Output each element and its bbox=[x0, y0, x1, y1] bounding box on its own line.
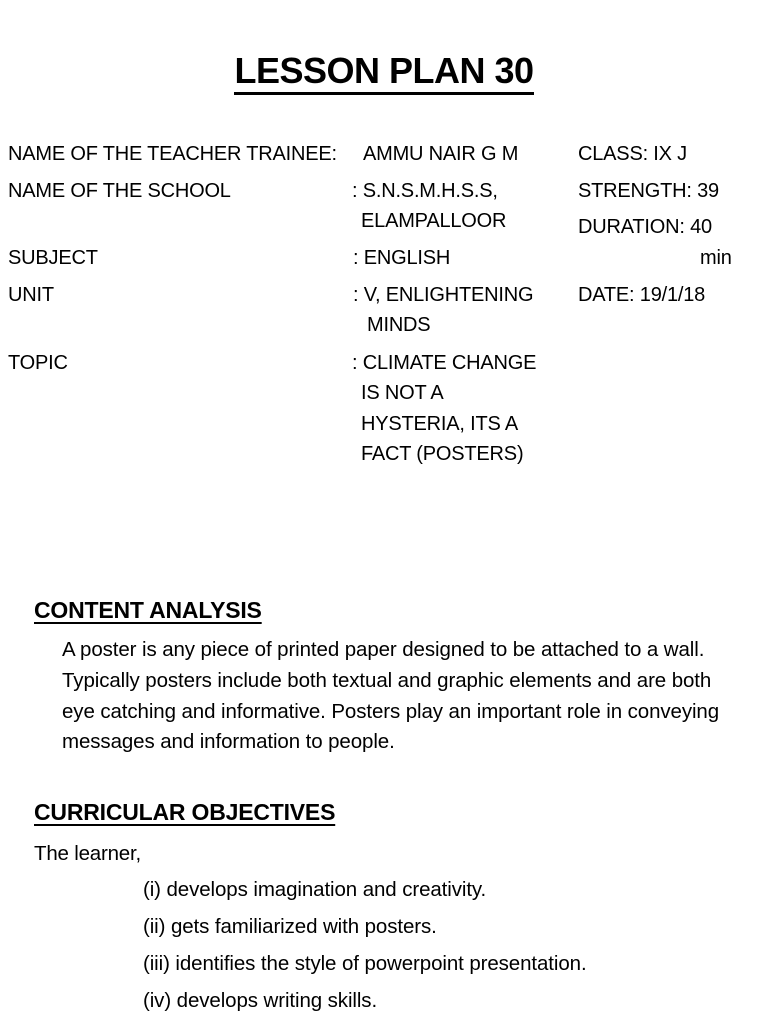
objective-item-1: (i) develops imagination and creativity. bbox=[143, 878, 487, 901]
date-info: DATE: 19/1/18 bbox=[578, 284, 706, 306]
objective-item-2: (ii) gets familiarized with posters. bbox=[143, 915, 437, 938]
topic-label: TOPIC bbox=[8, 352, 68, 374]
topic-value-line-4: FACT (POSTERS) bbox=[361, 443, 524, 465]
unit-value-line-2: MINDS bbox=[367, 314, 431, 336]
topic-value-line-2: IS NOT A bbox=[361, 382, 444, 404]
content-analysis-text: A poster is any piece of printed paper designed to be attached to a wall. Typically posters include both textual and graphic elements and are both eye catching and informative. Posters play an important role in conveying messages and information to people. bbox=[62, 638, 720, 754]
objective-item-4: (iv) develops writing skills. bbox=[143, 989, 378, 1012]
curricular-objectives-heading: CURRICULAR OBJECTIVES bbox=[34, 799, 336, 825]
strength-info: STRENGTH: 39 bbox=[578, 180, 719, 202]
teacher-value: AMMU NAIR G M bbox=[363, 143, 519, 165]
teacher-label: NAME OF THE TEACHER TRAINEE: bbox=[8, 143, 337, 165]
duration-info: DURATION: 40 bbox=[578, 216, 712, 238]
page-title bbox=[0, 50, 768, 92]
objective-item-3: (iii) identifies the style of powerpoint presentation. bbox=[143, 952, 587, 975]
unit-label: UNIT bbox=[8, 284, 54, 306]
duration-unit: min bbox=[700, 247, 732, 269]
page-title-text: LESSON PLAN 30 bbox=[234, 50, 533, 95]
school-value-line-1: : S.N.S.M.H.S.S, bbox=[352, 180, 498, 202]
content-analysis-heading: CONTENT ANALYSIS bbox=[34, 597, 262, 623]
school-label: NAME OF THE SCHOOL bbox=[8, 180, 231, 202]
unit-value-line-1: : V, ENLIGHTENING bbox=[353, 284, 534, 306]
school-value-line-2: ELAMPALLOOR bbox=[361, 210, 507, 232]
class-info: CLASS: IX J bbox=[578, 143, 687, 165]
subject-value: : ENGLISH bbox=[353, 247, 451, 269]
topic-value-line-3: HYSTERIA, ITS A bbox=[361, 413, 519, 435]
objectives-intro: The learner, bbox=[34, 842, 141, 865]
topic-value-line-1: : CLIMATE CHANGE bbox=[352, 352, 537, 374]
subject-label: SUBJECT bbox=[8, 247, 98, 269]
